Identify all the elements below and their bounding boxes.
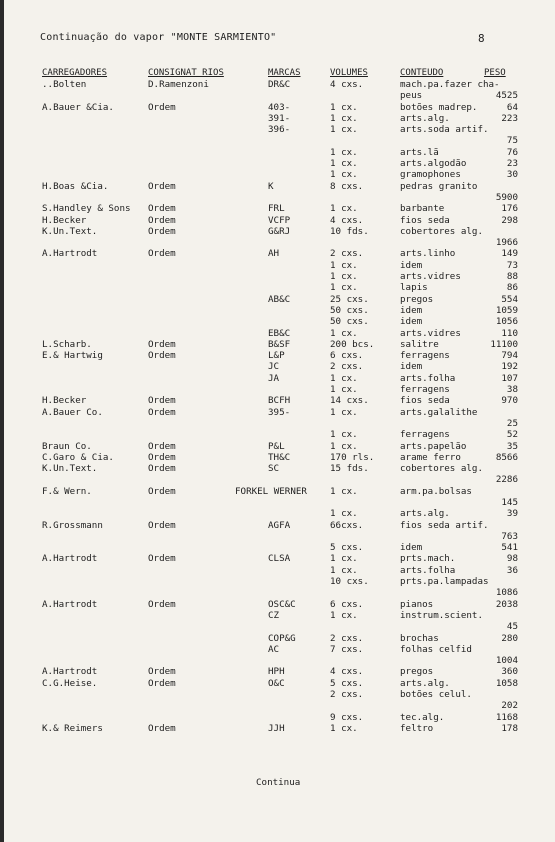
weight-cell: 36 [506, 564, 518, 576]
contents-cell: arts.alg. [400, 677, 450, 689]
contents-cell: pedras granito [400, 180, 478, 192]
consignee-cell: Ordem [148, 214, 176, 226]
table-row [0, 621, 555, 632]
contents-cell: cobertores alg. [400, 463, 483, 475]
table-row [0, 135, 555, 146]
table-row [0, 610, 555, 621]
contents-cell: ferragens [400, 350, 450, 362]
weight-cell: 298 [501, 214, 518, 226]
column-header-volumes: VOLUMES [330, 68, 368, 78]
consignee-cell: Ordem [148, 180, 176, 192]
table-row [0, 90, 555, 101]
contents-cell: cobertores alg. [400, 225, 483, 237]
column-header-shipper: CARREGADORES [42, 68, 108, 78]
contents-cell: tec.alg. [400, 711, 445, 723]
marks-cell: CZ [268, 609, 280, 621]
consignee-cell: Ordem [148, 338, 176, 350]
marks-cell: SC [268, 463, 280, 475]
shipper-cell: H.Becker [42, 214, 87, 226]
volumes-cell: 1 cx. [330, 384, 358, 396]
table-row [0, 587, 555, 598]
weight-cell: 970 [501, 395, 518, 407]
table-row [0, 520, 555, 531]
consignee-cell: Ordem [148, 395, 176, 407]
volumes-cell: 1 cx. [330, 485, 358, 497]
contents-cell: ferragens [400, 429, 450, 441]
table-row [0, 441, 555, 452]
weight-cell: 1004 [495, 655, 518, 667]
volumes-cell: 50 cxs. [330, 316, 369, 328]
volumes-cell: 5 cxs. [330, 677, 364, 689]
marks-cell: DR&C [268, 79, 291, 90]
volumes-cell: 1 cx. [330, 609, 358, 621]
marks-cell: B&SF [268, 338, 291, 350]
weight-cell: 98 [506, 553, 518, 565]
weight-cell: 30 [506, 169, 518, 181]
weight-cell: 1056 [495, 316, 518, 328]
weight-cell: 763 [501, 530, 518, 542]
consignee-cell: Ordem [148, 248, 176, 260]
contents-cell: pregos [400, 293, 434, 305]
table-row [0, 316, 555, 327]
table-row [0, 215, 555, 226]
consignee-cell: Ordem [148, 463, 176, 475]
contents-cell: feltro [400, 722, 434, 734]
consignee-cell: Ordem [148, 101, 176, 113]
table-row [0, 599, 555, 610]
contents-cell: botões madrep. [400, 101, 478, 113]
volumes-cell: 1 cx. [330, 203, 358, 215]
column-header-marks: MARCAS [268, 68, 301, 78]
table-row [0, 294, 555, 305]
contents-cell: fios seda [400, 214, 450, 226]
column-header-weight: PESO [484, 68, 506, 78]
volumes-cell: 1 cx. [330, 158, 358, 170]
marks-cell: VCFP [268, 214, 291, 226]
weight-cell: 35 [506, 440, 518, 452]
marks-cell: 395- [268, 406, 291, 418]
table-row [0, 203, 555, 214]
shipper-cell: C.Garo & Cia. [42, 451, 114, 463]
weight-cell: 110 [501, 327, 518, 339]
shipper-cell: A.Hartrodt [42, 666, 98, 678]
weight-cell: 23 [506, 158, 518, 170]
table-row [0, 147, 555, 158]
consignee-cell: Ordem [148, 440, 176, 452]
table-row [0, 576, 555, 587]
weight-cell: 2286 [495, 474, 518, 486]
table-row [0, 124, 555, 135]
volumes-cell: 10 cxs. [330, 576, 369, 588]
shipper-cell: H.Becker [42, 395, 87, 407]
shipper-cell: ..Bolten [42, 79, 87, 90]
contents-cell: fios seda artif. [400, 519, 489, 531]
volumes-cell: 6 cxs. [330, 598, 364, 610]
table-row [0, 497, 555, 508]
volumes-cell: 1 cx. [330, 282, 358, 294]
contents-cell: arame ferro [400, 451, 461, 463]
volumes-cell: 66cxs. [330, 519, 364, 531]
contents-cell: arts.vidres [400, 271, 461, 283]
volumes-cell: 5 cxs. [330, 542, 364, 554]
shipper-cell: E.& Hartwig [42, 350, 103, 362]
volumes-cell: 25 cxs. [330, 293, 369, 305]
manifest-table [0, 79, 555, 734]
marks-cell: 403- [268, 101, 291, 113]
consignee-cell: Ordem [148, 519, 176, 531]
weight-cell: 192 [501, 361, 518, 373]
weight-cell: 39 [506, 508, 518, 520]
table-row [0, 565, 555, 576]
weight-cell: 38 [506, 384, 518, 396]
weight-cell: 86 [506, 282, 518, 294]
table-row [0, 463, 555, 474]
page-number: 8 [478, 32, 485, 45]
table-row [0, 248, 555, 259]
marks-cell: JC [268, 361, 280, 373]
contents-cell: gramophones [400, 169, 461, 181]
contents-cell: idem [400, 361, 423, 373]
contents-cell: arts.soda artif. [400, 124, 489, 136]
shipper-cell: A.Hartrodt [42, 248, 98, 260]
contents-cell: idem [400, 259, 423, 271]
weight-cell: 1086 [495, 587, 518, 599]
marks-cell: EB&C [268, 327, 291, 339]
volumes-cell: 4 cxs. [330, 214, 364, 226]
table-row [0, 418, 555, 429]
table-row [0, 666, 555, 677]
table-row [0, 452, 555, 463]
marks-cell: P&L [268, 440, 285, 452]
marks-cell: AB&C [268, 293, 291, 305]
shipper-cell: A.Bauer Co. [42, 406, 103, 418]
volumes-cell: 1 cx. [330, 112, 358, 124]
table-row [0, 542, 555, 553]
weight-cell: 88 [506, 271, 518, 283]
weight-cell: 202 [501, 700, 518, 712]
document-title: Continuação do vapor "MONTE SARMIENTO" [40, 32, 277, 43]
table-row [0, 305, 555, 316]
table-row [0, 271, 555, 282]
contents-cell: arts.linho [400, 248, 456, 260]
weight-cell: 1966 [495, 237, 518, 249]
contents-cell: fios seda [400, 395, 450, 407]
table-row [0, 633, 555, 644]
volumes-cell: 1 cx. [330, 372, 358, 384]
marks-cell: O&C [268, 677, 285, 689]
weight-cell: 4525 [495, 90, 518, 102]
table-row [0, 712, 555, 723]
weight-cell: 1168 [495, 711, 518, 723]
table-row [0, 723, 555, 734]
volumes-cell: 1 cx. [330, 327, 358, 339]
shipper-cell: K.& Reimers [42, 722, 103, 734]
shipper-cell: A.Hartrodt [42, 598, 98, 610]
volumes-cell: 7 cxs. [330, 643, 364, 655]
table-row [0, 429, 555, 440]
table-row [0, 384, 555, 395]
table-row [0, 102, 555, 113]
table-row [0, 373, 555, 384]
column-header-contents: CONTEUDO [400, 68, 444, 78]
weight-cell: 107 [501, 372, 518, 384]
consignee-cell: Ordem [148, 722, 176, 734]
contents-cell: folhas celfid [400, 643, 472, 655]
shipper-cell: R.Grossmann [42, 519, 103, 531]
volumes-cell: 9 cxs. [330, 711, 364, 723]
contents-cell: barbante [400, 203, 445, 215]
consignee-cell: Ordem [148, 225, 176, 237]
weight-cell: 2038 [495, 598, 518, 610]
weight-cell: 25 [506, 417, 518, 429]
table-row [0, 181, 555, 192]
table-row [0, 644, 555, 655]
shipper-cell: H.Boas &Cia. [42, 180, 109, 192]
contents-cell: lapis [400, 282, 428, 294]
volumes-cell: 1 cx. [330, 440, 358, 452]
volumes-cell: 50 cxs. [330, 304, 369, 316]
marks-cell: 396- [268, 124, 291, 136]
volumes-cell: 1 cx. [330, 406, 358, 418]
weight-cell: 1059 [495, 304, 518, 316]
volumes-cell: 10 fds. [330, 225, 369, 237]
volumes-cell: 1 cx. [330, 169, 358, 181]
marks-cell: HPH [268, 666, 285, 678]
table-row [0, 158, 555, 169]
consignee-cell: Ordem [148, 666, 176, 678]
volumes-cell: 2 cxs. [330, 248, 364, 260]
contents-cell: botões celul. [400, 689, 472, 701]
contents-cell: peus [400, 90, 423, 102]
shipper-cell: F.& Wern. [42, 485, 92, 497]
contents-cell: idem [400, 542, 423, 554]
marks-cell: CLSA [268, 553, 291, 565]
contents-cell: arts.folha [400, 564, 456, 576]
contents-cell: prts.pa.lampadas [400, 576, 489, 588]
shipper-cell: K.Un.Text. [42, 463, 98, 475]
volumes-cell: 170 rls. [330, 451, 375, 463]
marks-cell: G&RJ [268, 225, 291, 237]
weight-cell: 1058 [495, 677, 518, 689]
contents-cell: instrum.scient. [400, 609, 483, 621]
contents-cell: arts.alg. [400, 112, 450, 124]
marks-cell: FORKEL WERNER [235, 485, 307, 497]
contents-cell: arts.papelão [400, 440, 467, 452]
table-row [0, 260, 555, 271]
table-row [0, 395, 555, 406]
table-row [0, 113, 555, 124]
contents-cell: idem [400, 316, 423, 328]
table-row [0, 79, 555, 90]
contents-cell: prts.mach. [400, 553, 456, 565]
weight-cell: 11100 [490, 338, 518, 350]
contents-cell: brochas [400, 632, 439, 644]
volumes-cell: 14 cxs. [330, 395, 369, 407]
volumes-cell: 4 cxs. [330, 79, 364, 90]
weight-cell: 149 [501, 248, 518, 260]
table-row [0, 328, 555, 339]
marks-cell: OSC&C [268, 598, 296, 610]
weight-cell: 178 [501, 722, 518, 734]
volumes-cell: 2 cxs. [330, 361, 364, 373]
marks-cell: 391- [268, 112, 291, 124]
table-row [0, 508, 555, 519]
volumes-cell: 1 cx. [330, 259, 358, 271]
weight-cell: 794 [501, 350, 518, 362]
table-row [0, 192, 555, 203]
weight-cell: 75 [506, 135, 518, 147]
shipper-cell: A.Hartrodt [42, 553, 98, 565]
weight-cell: 360 [501, 666, 518, 678]
volumes-cell: 1 cx. [330, 553, 358, 565]
shipper-cell: K.Un.Text. [42, 225, 98, 237]
consignee-cell: Ordem [148, 451, 176, 463]
consignee-cell: Ordem [148, 553, 176, 565]
table-row [0, 655, 555, 666]
volumes-cell: 15 fds. [330, 463, 369, 475]
marks-cell: AGFA [268, 519, 291, 531]
contents-cell: mach.pa.fazer cha- [400, 79, 500, 90]
table-row [0, 407, 555, 418]
contents-cell: arm.pa.bolsas [400, 485, 472, 497]
volumes-cell: 1 cx. [330, 429, 358, 441]
contents-cell: salitre [400, 338, 439, 350]
weight-cell: 45 [506, 621, 518, 633]
contents-cell: pregos [400, 666, 434, 678]
marks-cell: AH [268, 248, 280, 260]
weight-cell: 541 [501, 542, 518, 554]
consignee-cell: Ordem [148, 406, 176, 418]
weight-cell: 554 [501, 293, 518, 305]
volumes-cell: 8 cxs. [330, 180, 364, 192]
table-row [0, 553, 555, 564]
weight-cell: 76 [506, 146, 518, 158]
marks-cell: JJH [268, 722, 285, 734]
weight-cell: 223 [501, 112, 518, 124]
table-row [0, 474, 555, 485]
marks-cell: JA [268, 372, 280, 384]
table-row [0, 237, 555, 248]
table-row [0, 169, 555, 180]
continues-note: Continua [256, 777, 301, 788]
table-row [0, 700, 555, 711]
table-row [0, 678, 555, 689]
contents-cell: arts.algodão [400, 158, 467, 170]
shipper-cell: C.G.Heise. [42, 677, 98, 689]
volumes-cell: 1 cx. [330, 564, 358, 576]
table-row [0, 282, 555, 293]
weight-cell: 73 [506, 259, 518, 271]
shipper-cell: A.Bauer &Cia. [42, 101, 114, 113]
table-row [0, 226, 555, 237]
marks-cell: TH&C [268, 451, 291, 463]
marks-cell: FRL [268, 203, 285, 215]
contents-cell: arts.lã [400, 146, 439, 158]
shipper-cell: L.Scharb. [42, 338, 92, 350]
contents-cell: arts.alg. [400, 508, 450, 520]
contents-cell: arts.galalithe [400, 406, 478, 418]
weight-cell: 280 [501, 632, 518, 644]
weight-cell: 145 [501, 496, 518, 508]
volumes-cell: 6 cxs. [330, 350, 364, 362]
column-header-consignee: CONSIGNAT RIOS [148, 68, 224, 78]
marks-cell: COP&G [268, 632, 296, 644]
contents-cell: ferragens [400, 384, 450, 396]
table-row [0, 689, 555, 700]
volumes-cell: 1 cx. [330, 271, 358, 283]
marks-cell: K [268, 180, 274, 192]
table-row [0, 486, 555, 497]
shipper-cell: S.Handley & Sons [42, 203, 131, 215]
volumes-cell: 2 cxs. [330, 689, 364, 701]
volumes-cell: 1 cx. [330, 722, 358, 734]
consignee-cell: Ordem [148, 598, 176, 610]
weight-cell: 176 [501, 203, 518, 215]
contents-cell: arts.vidres [400, 327, 461, 339]
weight-cell: 64 [506, 101, 518, 113]
volumes-cell: 2 cxs. [330, 632, 364, 644]
weight-cell: 5900 [495, 191, 518, 203]
consignee-cell: Ordem [148, 677, 176, 689]
contents-cell: pianos [400, 598, 434, 610]
marks-cell: L&P [268, 350, 285, 362]
marks-cell: AC [268, 643, 280, 655]
volumes-cell: 4 cxs. [330, 666, 364, 678]
table-row [0, 339, 555, 350]
consignee-cell: Ordem [148, 203, 176, 215]
consignee-cell: D.Ramenzoni [148, 79, 209, 90]
table-row [0, 361, 555, 372]
table-row [0, 531, 555, 542]
volumes-cell: 200 bcs. [330, 338, 375, 350]
weight-cell: 8566 [495, 451, 518, 463]
table-row [0, 350, 555, 361]
volumes-cell: 1 cx. [330, 146, 358, 158]
marks-cell: BCFH [268, 395, 291, 407]
shipper-cell: Braun Co. [42, 440, 92, 452]
contents-cell: idem [400, 304, 423, 316]
volumes-cell: 1 cx. [330, 124, 358, 136]
consignee-cell: Ordem [148, 350, 176, 362]
volumes-cell: 1 cx. [330, 508, 358, 520]
volumes-cell: 1 cx. [330, 101, 358, 113]
contents-cell: arts.folha [400, 372, 456, 384]
consignee-cell: Ordem [148, 485, 176, 497]
weight-cell: 52 [506, 429, 518, 441]
